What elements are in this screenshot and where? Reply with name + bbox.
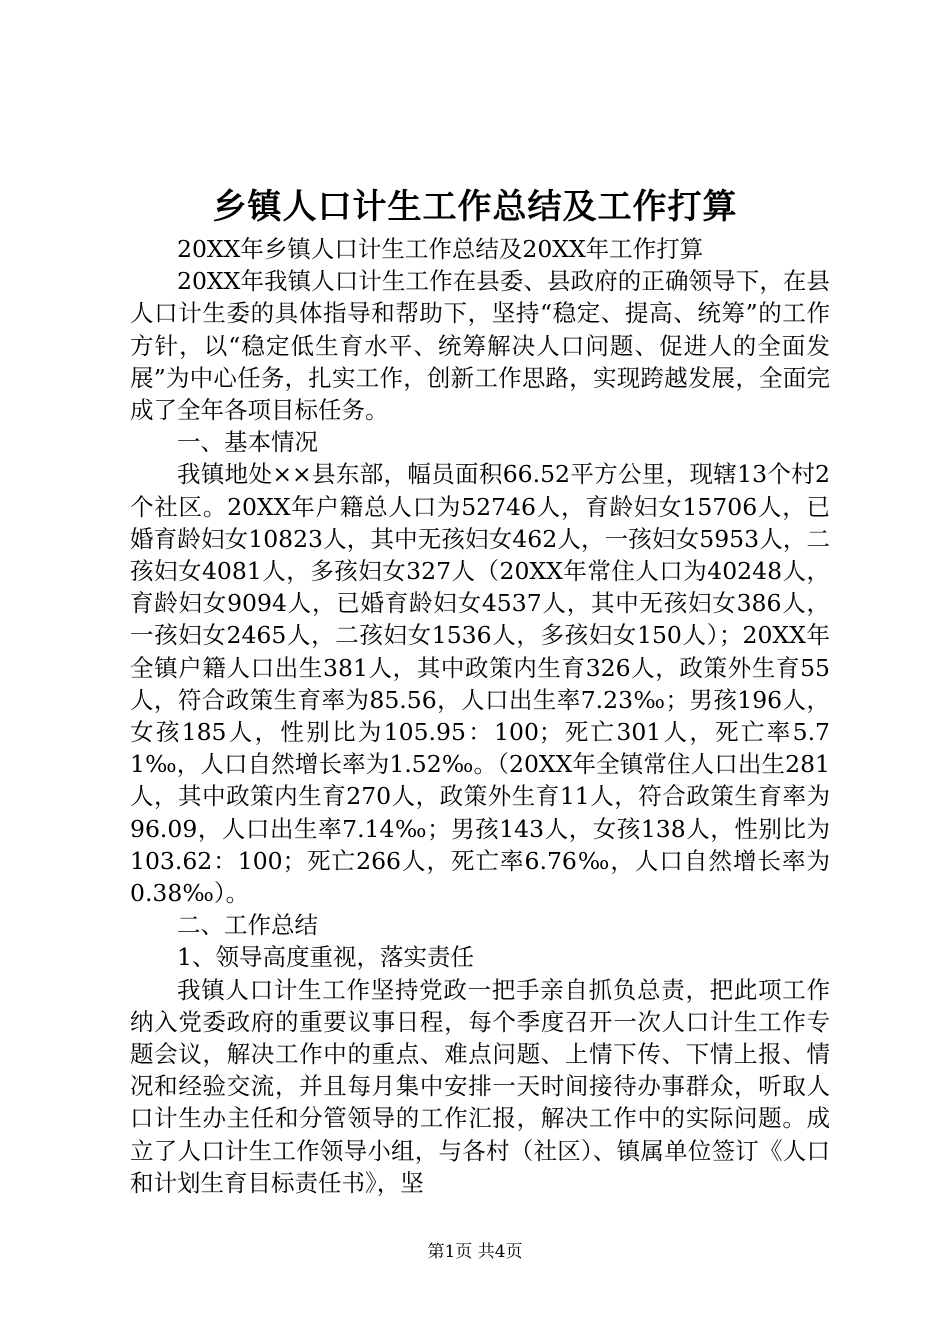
basic-situation-paragraph: 我镇地处××县东部，幅员面积66.52平方公里，现辖13个村2个社区。20XX年户籍总人口为52746人，育龄妇女15706人，已婚育龄妇女10823人，其中无孩妇女462人，一孩妇女5953人，二孩妇女4081人，多孩妇女327人（20XX年常住人口为40248人，育龄妇女9094人，已婚育龄妇女4537人，其中无孩妇女386人，一孩妇女2465人，二孩妇女1536人，多孩妇女150人）；20XX年全镇户籍人口出生381人，其中政策内生育326人，政策外生育55人，符合政策生育率为85.56，人口出生率7.23‰；男孩196人，女孩185人，性别比为105.95：100；死亡301人，死亡率5.71‰，人口自然增长率为1.52‰。（20XX年全镇常住人口出生281人，其中政策内生育270人，政策外生育11人，符合政策生育率为96.09，人口出生率7.14‰；男孩143人，女孩138人，性别比为103.62：100；死亡266人，死亡率6.76‰，人口自然增长率为0.38‰）。 [130, 460, 830, 908]
document-body [130, 233, 830, 1199]
page-number: 第1页 [427, 1242, 473, 1262]
page-total: 共4页 [477, 1242, 523, 1262]
section-heading-work-summary: 二、工作总结 [177, 911, 318, 940]
subsection-heading-leadership: 1、领导高度重视，落实责任 [177, 943, 474, 972]
document-title: 乡镇人口计生工作总结及工作打算 [212, 187, 738, 227]
page-footer [0, 1240, 950, 1264]
section-heading-basic-situation: 一、基本情况 [177, 428, 318, 457]
intro-paragraph: 20XX年我镇人口计生工作在县委、县政府的正确领导下，在县人口计生委的具体指导和帮助下，坚持“稳定、提高、统筹”的工作方针，以“稳定低生育水平、统筹解决人口问题、促进人的全面发展”为中心任务，扎实工作，创新工作思路，实现跨越发展，全面完成了全年各项目标任务。 [130, 267, 830, 425]
leadership-paragraph: 我镇人口计生工作坚持党政一把手亲自抓负总责，把此项工作纳入党委政府的重要议事日程，每个季度召开一次人口计生工作专题会议，解决工作中的重点、难点问题、上情下传、下情上报、情况和经验交流，并且每月集中安排一天时间接待办事群众，听取人口计生办主任和分管领导的工作汇报，解决工作中的实际问题。成立了人口计生工作领导小组，与各村（社区）、镇属单位签订《人口和计划生育目标责任书》，坚 [130, 975, 830, 1197]
subtitle-paragraph: 20XX年乡镇人口计生工作总结及20XX年工作打算 [177, 235, 704, 263]
